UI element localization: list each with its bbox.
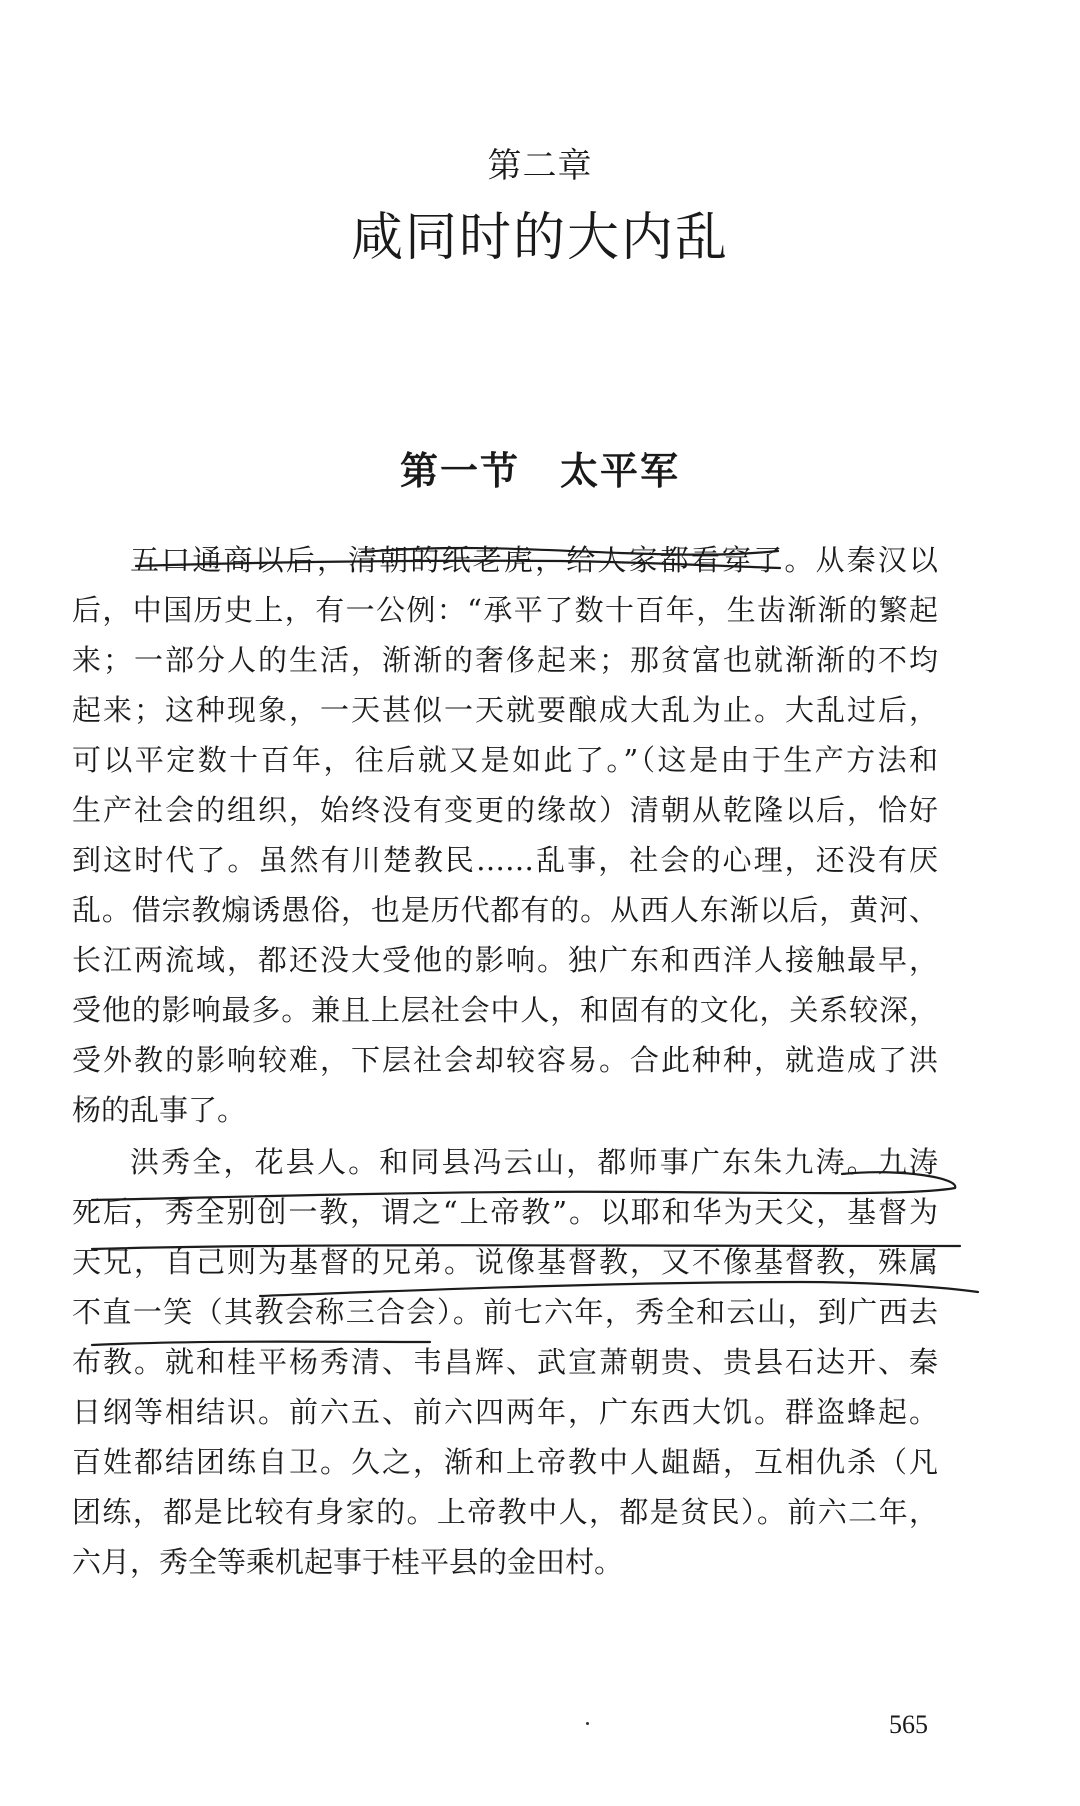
chapter-title: 咸同时的大内乱 <box>350 208 729 268</box>
text-line: 受外教的影响较难，下层社会却较容易。合此种种，就造成了洪 <box>72 1043 938 1077</box>
text-line: 团练，都是比较有身家的。上帝教中人，都是贫民）。前六二年， <box>72 1495 938 1529</box>
chapter-label: 第二章 <box>487 146 593 186</box>
page-number: 565 <box>889 1710 928 1739</box>
text-line: 受他的影响最多。兼且上层社会中人，和固有的文化，关系较深， <box>72 993 938 1027</box>
paragraph-2 <box>72 1137 938 1587</box>
text-line: 乱。借宗教煽诱愚俗，也是历代都有的。从西人东渐以后，黄河、 <box>72 893 938 927</box>
text-line: 起来；这种现象，一天甚似一天就要酿成大乱为止。大乱过后， <box>72 693 938 727</box>
text-line: 五口通商以后，清朝的纸老虎，给人家都看穿了。从秦汉以 <box>130 543 938 577</box>
text-line: 生产社会的组织，始终没有变更的缘故）清朝从乾隆以后，恰好 <box>72 793 938 827</box>
section-title: 第一节 太平军 <box>399 448 680 493</box>
text-line: 天兄，自己则为基督的兄弟。说像基督教，又不像基督教，殊属 <box>72 1245 938 1279</box>
text-line: 洪秀全，花县人。和同县冯云山，都师事广东朱九涛。九涛 <box>130 1145 938 1179</box>
page-dot <box>586 1722 589 1725</box>
text-line: 杨的乱事了。 <box>72 1093 247 1127</box>
text-line: 六月，秀全等乘机起事于桂平县的金田村。 <box>72 1545 624 1579</box>
text-line: 可以平定数十百年，往后就又是如此了。”（这是由于生产方法和 <box>72 743 938 777</box>
text-line: 后，中国历史上，有一公例：“承平了数十百年，生齿渐渐的繁起 <box>72 593 938 627</box>
paragraph-1 <box>72 535 938 1135</box>
text-line: 到这时代了。虽然有川楚教民……乱事，社会的心理，还没有厌 <box>72 843 938 877</box>
text-line: 不直一笑（其教会称三合会）。前七六年，秀全和云山，到广西去 <box>72 1295 938 1329</box>
text-line: 死后，秀全别创一教，谓之“上帝教”。以耶和华为天父，基督为 <box>72 1195 938 1229</box>
text-line: 长江两流域，都还没大受他的影响。独广东和西洋人接触最早， <box>72 943 938 977</box>
text-line: 来；一部分人的生活，渐渐的奢侈起来；那贫富也就渐渐的不均 <box>72 643 938 677</box>
text-line: 百姓都结团练自卫。久之，渐和上帝教中人龃龉，互相仇杀（凡 <box>72 1445 938 1479</box>
text-line: 日纲等相结识。前六五、前六四两年，广东西大饥。群盗蜂起。 <box>72 1395 938 1429</box>
text-line: 布教。就和桂平杨秀清、韦昌辉、武宣萧朝贵、贵县石达开、秦 <box>72 1345 938 1379</box>
